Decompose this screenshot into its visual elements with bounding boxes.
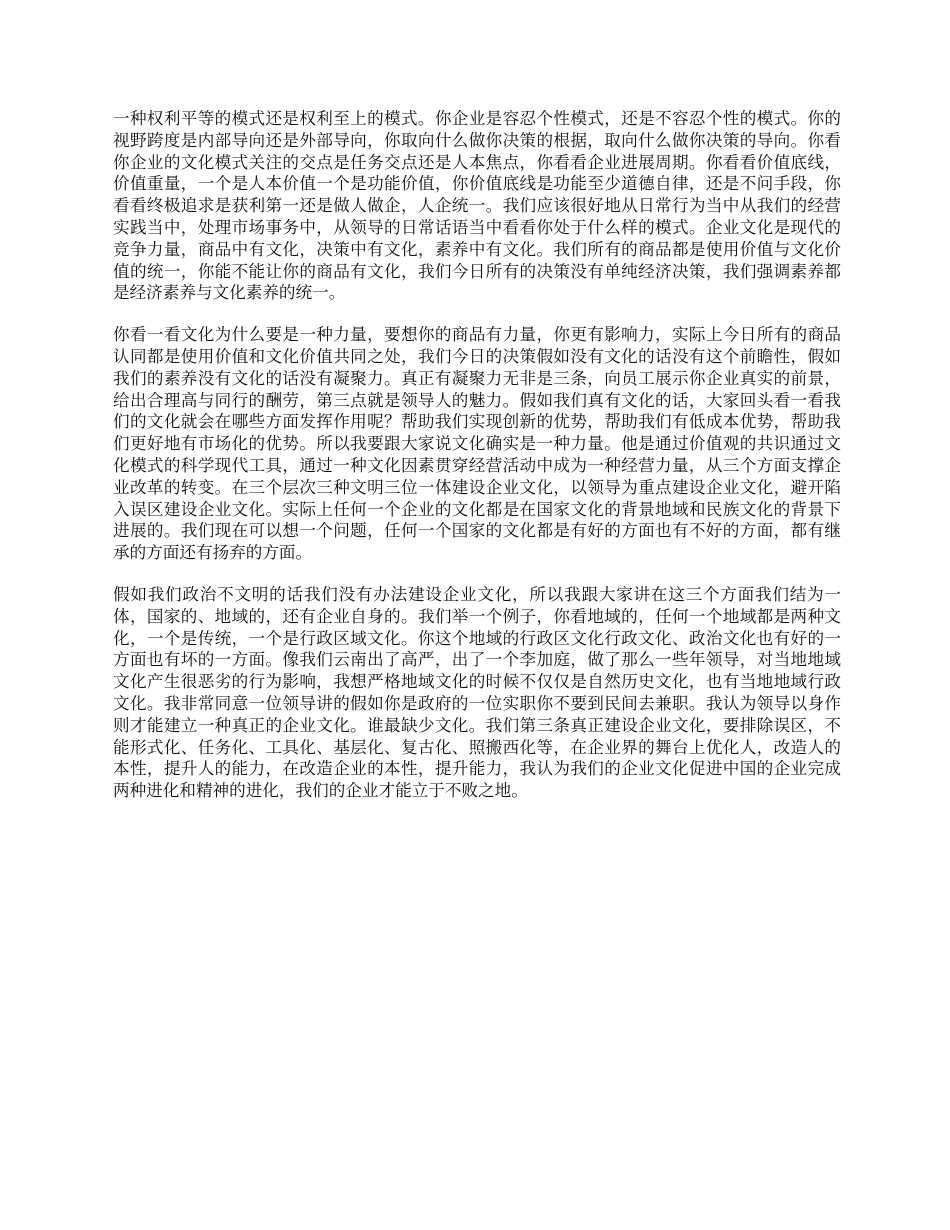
document-page <box>113 108 841 822</box>
paragraph-2: 你看一看文化为什么要是一种力量，要想你的商品有力量，你更有影响力，实际上今日所有的商品认同都是使用价值和文化价值共同之处，我们今日的决策假如没有文化的话没有这个前瞻性，假如我们的素养没有文化的话没有凝聚力。真正有凝聚力无非是三条，向员工展示你企业真实的前景，给出合理高与同行的酬劳，第三点就是领导人的魅力。假如我们真有文化的话，大家回头看一看我们的文化就会在哪些方面发挥作用呢？帮助我们实现创新的优势，帮助我们有低成本优势，帮助我们更好地有市场化的优势。所以我要跟大家说文化确实是一种力量。他是通过价值观的共识通过文化模式的科学现代工具，通过一种文化因素贯穿经营活动中成为一种经营力量，从三个方面支撑企业改革的转变。在三个层次三种文明三位一体建设企业文化，以领导为重点建设企业文化，避开陷入误区建设企业文化。实际上任何一个企业的文化都是在国家文化的背景地域和民族文化的背景下进展的。我们现在可以想一个问题，任何一个国家的文化都是有好的方面也有不好的方面，都有继承的方面还有扬弃的方面。 <box>113 325 841 563</box>
paragraph-3: 假如我们政治不文明的话我们没有办法建设企业文化，所以我跟大家讲在这三个方面我们结为一体，国家的、地域的，还有企业自身的。我们举一个例子，你看地域的，任何一个地域都是两种文化，一个是传统，一个是行政区域文化。你这个地域的行政区文化行政文化、政治文化也有好的一方面也有坏的一方面。像我们云南出了高严，出了一个李加庭，做了那么一些年领导，对当地地域文化产生很恶劣的行为影响，我想严格地域文化的时候不仅仅是自然历史文化，也有当地地域行政文化。我非常同意一位领导讲的假如你是政府的一位实职你不要到民间去兼职。我认为领导以身作则才能建立一种真正的企业文化。谁最缺少文化。我们第三条真正建设企业文化，要排除误区，不能形式化、任务化、工具化、基层化、复古化、照搬西化等，在企业界的舞台上优化人，改造人的本性，提升人的能力，在改造企业的本性，提升能力，我认为我们的企业文化促进中国的企业完成两种进化和精神的进化，我们的企业才能立于不败之地。 <box>113 584 841 801</box>
paragraph-1: 一种权利平等的模式还是权利至上的模式。你企业是容忍个性模式，还是不容忍个性的模式。你的视野跨度是内部导向还是外部导向，你取向什么做你决策的根据，取向什么做你决策的导向。你看你企业的文化模式关注的交点是任务交点还是人本焦点，你看看企业进展周期。你看看价值底线，价值重量，一个是人本价值一个是功能价值，你价值底线是功能至少道德自律，还是不问手段，你看看终极追求是获利第一还是做人做企，人企统一。我们应该很好地从日常行为当中从我们的经营实践当中，处理市场事务中，从领导的日常话语当中看看你处于什么样的模式。企业文化是现代的竞争力量，商品中有文化，决策中有文化，素养中有文化。我们所有的商品都是使用价值与文化价值的统一，你能不能让你的商品有文化，我们今日所有的决策没有单纯经济决策，我们强调素养都是经济素养与文化素养的统一。 <box>113 109 841 303</box>
